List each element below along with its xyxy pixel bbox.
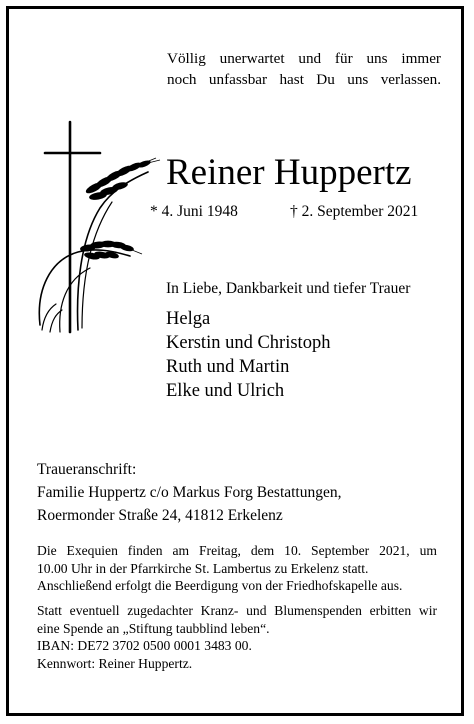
iban: IBAN: DE72 3702 0500 0001 3483 00. [37, 638, 252, 654]
death-date: † 2. September 2021 [290, 203, 419, 220]
keyword: Kennwort: Reiner Huppertz. [37, 655, 193, 671]
family-member: Helga [166, 309, 211, 329]
donation-line-1: Statt eventuell zugedachter Kranz- und Blumenspenden erbitten wir [37, 603, 437, 618]
cross-and-wheat-icon [30, 120, 170, 340]
address-line-1: Familie Huppertz c/o Markus Forg Bestattungen, [37, 484, 342, 501]
birth-date: * 4. Juni 1948 [150, 203, 238, 220]
intro-line-2: noch unfassbar hast Du uns verlassen. [167, 71, 441, 88]
address-label: Traueranschrift: [37, 461, 137, 478]
donation-info [37, 602, 437, 672]
intro-text [167, 48, 441, 90]
family-member: Ruth und Martin [166, 357, 290, 377]
deceased-name: Reiner Huppertz [166, 152, 412, 193]
intro-line-1: Völlig unerwartet und für uns immer [167, 50, 441, 67]
service-line-3: Anschließend erfolgt die Beerdigung von der Friedhofskapelle aus. [37, 578, 403, 594]
family-member: Elke und Ulrich [166, 381, 285, 401]
service-line-2: 10.00 Uhr in der Pfarrkirche St. Lambertus zu Erkelenz statt. [37, 560, 369, 576]
family-member: Kerstin und Christoph [166, 333, 331, 353]
donation-line-2: eine Spende an „Stiftung taubblind leben“. [37, 620, 270, 636]
address-line-2: Roermonder Straße 24, 41812 Erkelenz [37, 507, 283, 524]
service-line-1: Die Exequien finden am Freitag, dem 10. September 2021, um [37, 543, 437, 558]
service-info [37, 542, 437, 595]
mourning-line: In Liebe, Dankbarkeit und tiefer Trauer [166, 280, 411, 297]
